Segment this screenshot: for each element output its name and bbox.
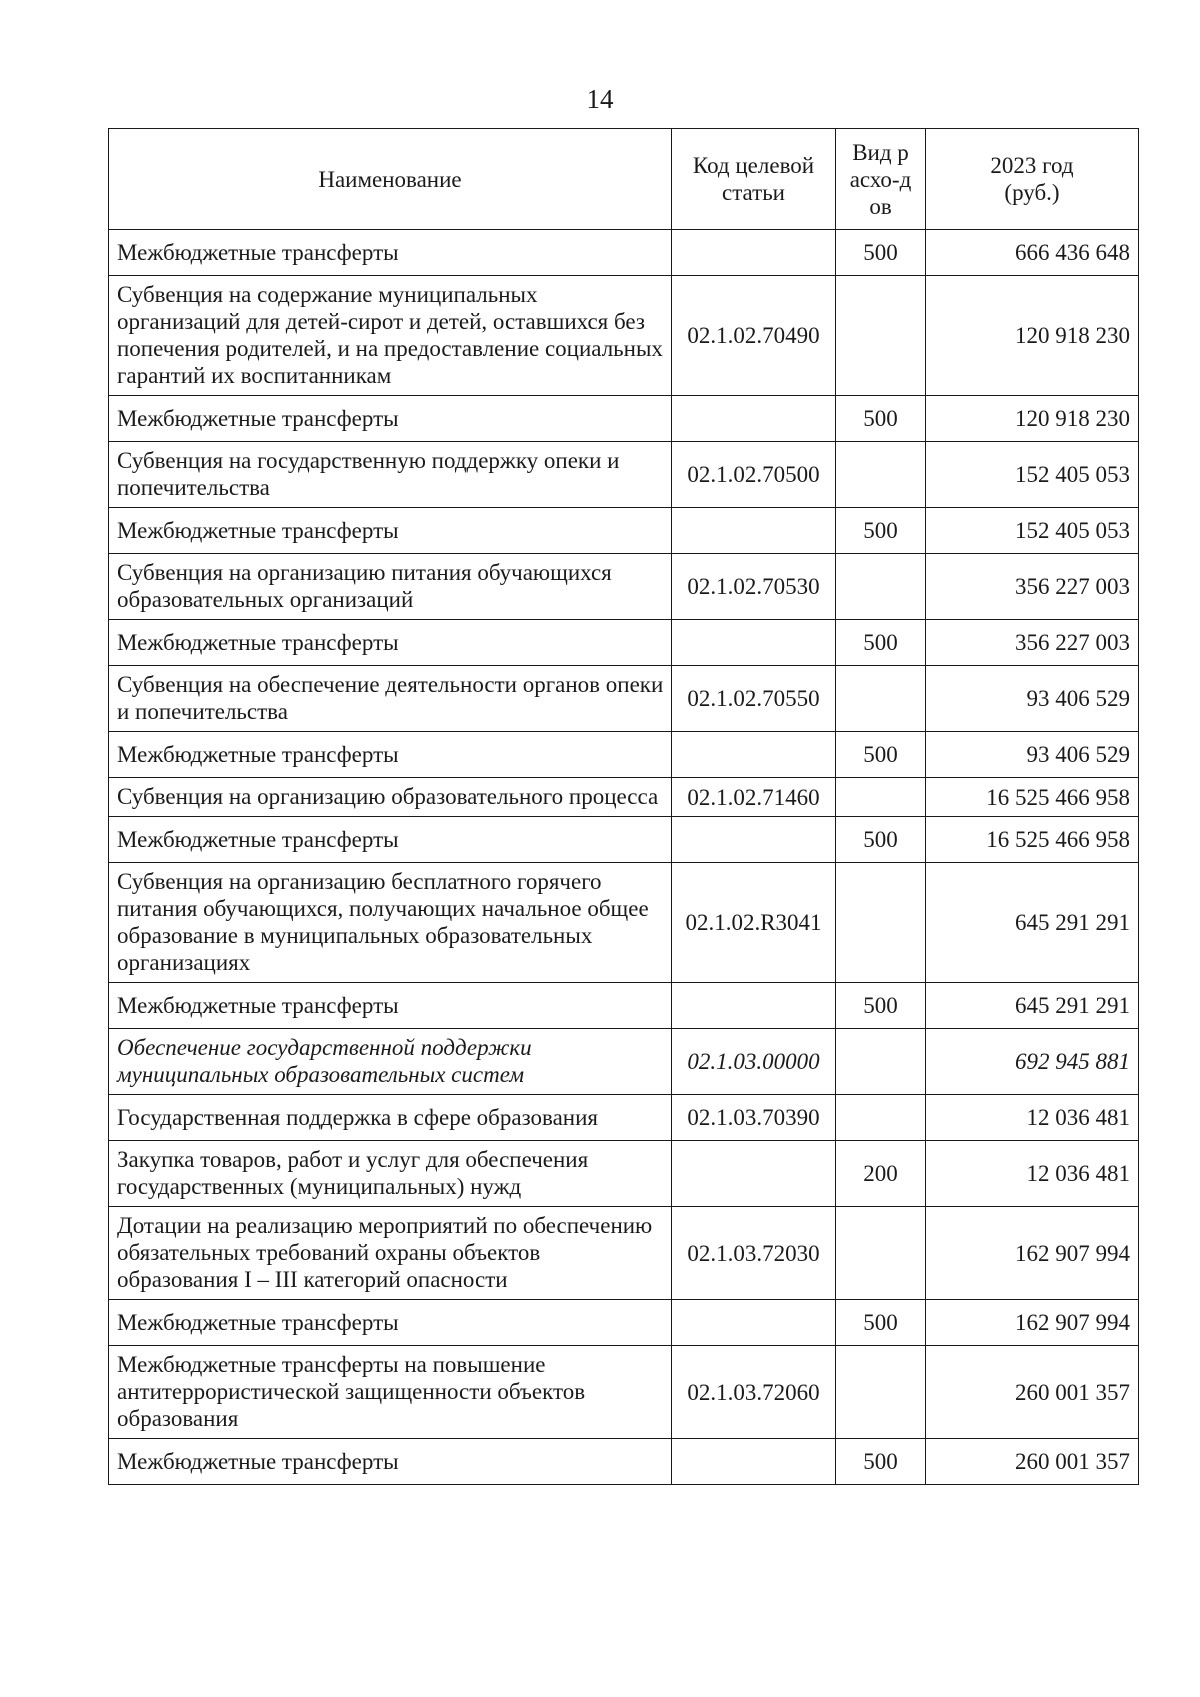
- cell-type: 500: [836, 1439, 926, 1485]
- cell-amount: 120 918 230: [926, 396, 1139, 442]
- cell-code: 02.1.03.72060: [672, 1346, 836, 1439]
- page-number: 14: [586, 84, 614, 114]
- cell-name: Межбюджетные трансферты: [109, 230, 672, 276]
- cell-name: Межбюджетные трансферты: [109, 620, 672, 666]
- table-row: [109, 1207, 1139, 1300]
- cell-amount: 260 001 357: [926, 1346, 1139, 1439]
- cell-code: [672, 1300, 836, 1346]
- cell-amount: 152 405 053: [926, 442, 1139, 508]
- cell-name: Межбюджетные трансферты: [109, 1300, 672, 1346]
- header-amount: [926, 129, 1139, 230]
- table-row: [109, 620, 1139, 666]
- cell-name: Межбюджетные трансферты: [109, 508, 672, 554]
- cell-amount: 152 405 053: [926, 508, 1139, 554]
- cell-type: [836, 863, 926, 983]
- header-type-label: Вид расхо-дов: [849, 139, 912, 219]
- cell-name: Субвенция на организацию питания обучающихся образовательных организаций: [109, 554, 672, 620]
- cell-type: [836, 778, 926, 817]
- cell-code: 02.1.02.70500: [672, 442, 836, 508]
- cell-code: 02.1.02.R3041: [672, 863, 836, 983]
- table-row: [109, 1300, 1139, 1346]
- cell-type: 500: [836, 396, 926, 442]
- cell-code: [672, 983, 836, 1029]
- cell-name: Субвенция на государственную поддержку опеки и попечительства: [109, 442, 672, 508]
- cell-name: Государственная поддержка в сфере образования: [109, 1095, 672, 1141]
- cell-type: 500: [836, 230, 926, 276]
- cell-type: [836, 1029, 926, 1095]
- table-row: [109, 230, 1139, 276]
- cell-amount: 666 436 648: [926, 230, 1139, 276]
- table-row: [109, 276, 1139, 396]
- cell-name: Субвенция на организацию бесплатного горячего питания обучающихся, получающих начальное общее образование в муниципальных образовательных организациях: [109, 863, 672, 983]
- table-row: [109, 1439, 1139, 1485]
- cell-type: [836, 1346, 926, 1439]
- table-row: [109, 666, 1139, 732]
- table-row: [109, 442, 1139, 508]
- cell-code: 02.1.03.70390: [672, 1095, 836, 1141]
- cell-type: 500: [836, 732, 926, 778]
- table-row: [109, 983, 1139, 1029]
- header-code: [672, 129, 836, 230]
- header-row: [109, 129, 1139, 230]
- cell-type: 500: [836, 508, 926, 554]
- cell-code: [672, 732, 836, 778]
- table-row: [109, 732, 1139, 778]
- cell-type: [836, 1095, 926, 1141]
- table-row: [109, 554, 1139, 620]
- header-code-label: Код целевой статьи: [692, 153, 815, 205]
- cell-amount: 162 907 994: [926, 1207, 1139, 1300]
- table-row: [109, 863, 1139, 983]
- cell-name: Закупка товаров, работ и услуг для обеспечения государственных (муниципальных) нужд: [109, 1141, 672, 1207]
- cell-code: [672, 1141, 836, 1207]
- header-amount-label: 2023 год (руб.): [990, 153, 1074, 205]
- table-row: [109, 778, 1139, 817]
- cell-code: [672, 508, 836, 554]
- cell-amount: 12 036 481: [926, 1141, 1139, 1207]
- table-body: [109, 230, 1139, 1485]
- cell-type: [836, 1207, 926, 1300]
- cell-amount: 260 001 357: [926, 1439, 1139, 1485]
- header-type: [836, 129, 926, 230]
- cell-name: Субвенция на содержание муниципальных организаций для детей-сирот и детей, оставшихся без попечения родителей, и на предоставление социальных гарантий их воспитанникам: [109, 276, 672, 396]
- cell-amount: 120 918 230: [926, 276, 1139, 396]
- cell-name: Межбюджетные трансферты: [109, 1439, 672, 1485]
- table-row: [109, 1095, 1139, 1141]
- cell-code: 02.1.03.00000: [672, 1029, 836, 1095]
- cell-amount: 356 227 003: [926, 620, 1139, 666]
- header-name-label: Наименование: [318, 166, 462, 192]
- cell-amount: 93 406 529: [926, 666, 1139, 732]
- cell-code: [672, 620, 836, 666]
- table-row: [109, 1029, 1139, 1095]
- cell-type: 200: [836, 1141, 926, 1207]
- table-row: [109, 1141, 1139, 1207]
- cell-amount: 93 406 529: [926, 732, 1139, 778]
- header-name: [109, 129, 672, 230]
- cell-name: Межбюджетные трансферты: [109, 396, 672, 442]
- cell-amount: 16 525 466 958: [926, 778, 1139, 817]
- cell-type: 500: [836, 1300, 926, 1346]
- cell-code: 02.1.02.71460: [672, 778, 836, 817]
- cell-code: [672, 396, 836, 442]
- cell-code: [672, 1439, 836, 1485]
- cell-type: 500: [836, 620, 926, 666]
- table-row: [109, 508, 1139, 554]
- cell-type: [836, 554, 926, 620]
- cell-name: Межбюджетные трансферты: [109, 817, 672, 863]
- cell-type: [836, 442, 926, 508]
- cell-code: 02.1.02.70530: [672, 554, 836, 620]
- cell-name: Субвенция на обеспечение деятельности органов опеки и попечительства: [109, 666, 672, 732]
- cell-amount: 12 036 481: [926, 1095, 1139, 1141]
- cell-name: Дотации на реализацию мероприятий по обеспечению обязательных требований охраны объектов образования I – III категорий опасности: [109, 1207, 672, 1300]
- table-row: [109, 1346, 1139, 1439]
- cell-amount: 645 291 291: [926, 863, 1139, 983]
- cell-code: 02.1.02.70490: [672, 276, 836, 396]
- cell-amount: 162 907 994: [926, 1300, 1139, 1346]
- cell-code: [672, 817, 836, 863]
- cell-amount: 645 291 291: [926, 983, 1139, 1029]
- cell-amount: 16 525 466 958: [926, 817, 1139, 863]
- cell-type: 500: [836, 983, 926, 1029]
- cell-type: 500: [836, 817, 926, 863]
- cell-amount: 692 945 881: [926, 1029, 1139, 1095]
- cell-name: Обеспечение государственной поддержки муниципальных образовательных систем: [109, 1029, 672, 1095]
- cell-code: 02.1.03.72030: [672, 1207, 836, 1300]
- cell-amount: 356 227 003: [926, 554, 1139, 620]
- table-row: [109, 817, 1139, 863]
- cell-code: [672, 230, 836, 276]
- cell-code: 02.1.02.70550: [672, 666, 836, 732]
- cell-type: [836, 276, 926, 396]
- budget-table: [108, 128, 1139, 1485]
- cell-name: Субвенция на организацию образовательного процесса: [109, 778, 672, 817]
- cell-type: [836, 666, 926, 732]
- cell-name: Межбюджетные трансферты: [109, 983, 672, 1029]
- table-row: [109, 396, 1139, 442]
- cell-name: Межбюджетные трансферты на повышение антитеррористической защищенности объектов образования: [109, 1346, 672, 1439]
- cell-name: Межбюджетные трансферты: [109, 732, 672, 778]
